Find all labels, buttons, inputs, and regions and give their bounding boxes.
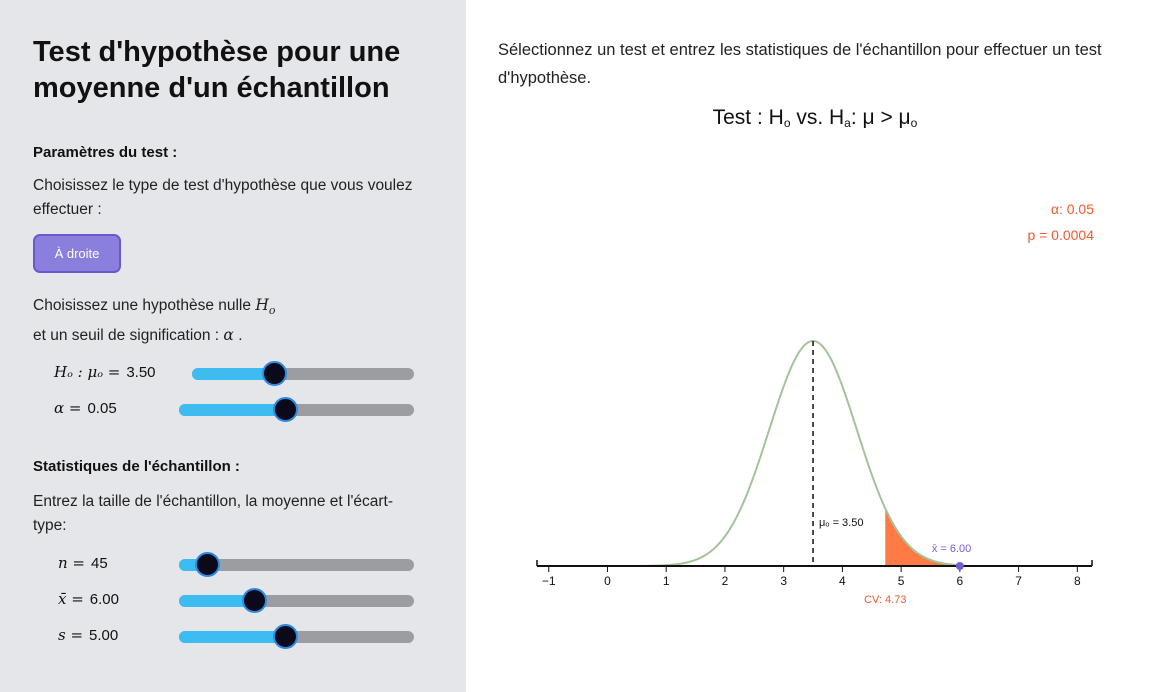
- xbar-slider-thumb[interactable]: [242, 588, 267, 613]
- mu0-annotation: μₒ = 3.50: [819, 517, 864, 529]
- x-tick-label: 6: [956, 574, 964, 588]
- mu0-slider-thumb[interactable]: [262, 361, 287, 386]
- hypothesis-line1: Choisissez une hypothèse nulle: [33, 297, 256, 314]
- test-type-button[interactable]: À droite: [33, 234, 121, 273]
- params-heading: Paramètres du test :: [33, 144, 178, 161]
- alpha-slider[interactable]: [179, 404, 414, 416]
- chart-title: Test : $H_o$ vs. $H_a$: $\mu > \mu_o$: [712, 106, 918, 130]
- mu0-slider-row: [0, 360, 466, 386]
- intro-text: Sélectionnez un test et entrez les statistiques de l'échantillon pour effectuer un test d'hypothèse.: [498, 41, 1102, 87]
- x-tick-label: 0: [604, 574, 611, 588]
- alpha-label: α = 0.05: [54, 399, 117, 417]
- n-slider-row: [0, 551, 466, 577]
- n-slider[interactable]: [179, 559, 414, 571]
- choose-type-text: Choisissez le type de test d'hypothèse que vous voulez effectuer :: [33, 177, 413, 218]
- n-slider-thumb[interactable]: [195, 552, 220, 577]
- rejection-region: [885, 508, 960, 566]
- n-value: 45: [91, 555, 108, 572]
- s-label: s = 5.00: [58, 626, 119, 644]
- left-panel: [0, 0, 466, 692]
- distribution-curve: [643, 341, 961, 566]
- mu0-value: 3.50: [126, 364, 156, 381]
- p-value-stat: p = 0.0004: [1027, 227, 1094, 243]
- mu0-label: Hₒ : μₒ = 3.50: [54, 363, 156, 381]
- s-slider-thumb[interactable]: [273, 624, 298, 649]
- hypothesis-desc: [33, 293, 433, 348]
- alpha-symbol: α: [223, 326, 234, 345]
- x-tick-label: −1: [541, 574, 556, 588]
- distribution-chart: [466, 0, 1164, 692]
- x-tick-label: 3: [780, 574, 788, 588]
- s-slider-row: [0, 623, 466, 649]
- s-slider[interactable]: [179, 631, 414, 643]
- x-tick-label: 8: [1073, 574, 1081, 588]
- page-title: Test d'hypothèse pour une moyenne d'un échantillon: [33, 36, 401, 104]
- sample-desc: Entrez la taille de l'échantillon, la moyenne et l'écart-type:: [33, 493, 394, 534]
- xbar-value: 6.00: [89, 591, 119, 608]
- s-value: 5.00: [89, 627, 119, 644]
- hypothesis-line2-suffix: .: [233, 327, 243, 345]
- alpha-slider-row: [0, 396, 466, 422]
- h0-symbol: $H_o$: [255, 296, 276, 318]
- alpha-slider-thumb[interactable]: [273, 397, 298, 422]
- x-tick-label: 7: [1015, 574, 1022, 588]
- xbar-annotation: x̄ = 6.00: [931, 543, 972, 555]
- n-label: n = 45: [58, 554, 108, 572]
- xbar-label: x̄ = 6.00: [58, 590, 119, 608]
- mu0-slider[interactable]: [192, 368, 414, 380]
- alpha-stat: α: 0.05: [1050, 201, 1094, 217]
- x-tick-label: 5: [897, 574, 905, 588]
- xbar-slider[interactable]: [179, 595, 414, 607]
- right-panel: [466, 0, 1164, 692]
- x-tick-label: 1: [662, 574, 670, 588]
- hypothesis-line2: et un seuil de signification :: [33, 327, 224, 345]
- xbar-slider-row: [0, 587, 466, 613]
- cv-annotation: CV: 4.73: [864, 594, 907, 606]
- sample-heading: Statistiques de l'échantillon :: [33, 458, 240, 475]
- alpha-value: 0.05: [87, 400, 117, 417]
- xbar-marker: [956, 562, 964, 570]
- x-tick-label: 2: [721, 574, 729, 588]
- x-tick-label: 4: [839, 574, 846, 588]
